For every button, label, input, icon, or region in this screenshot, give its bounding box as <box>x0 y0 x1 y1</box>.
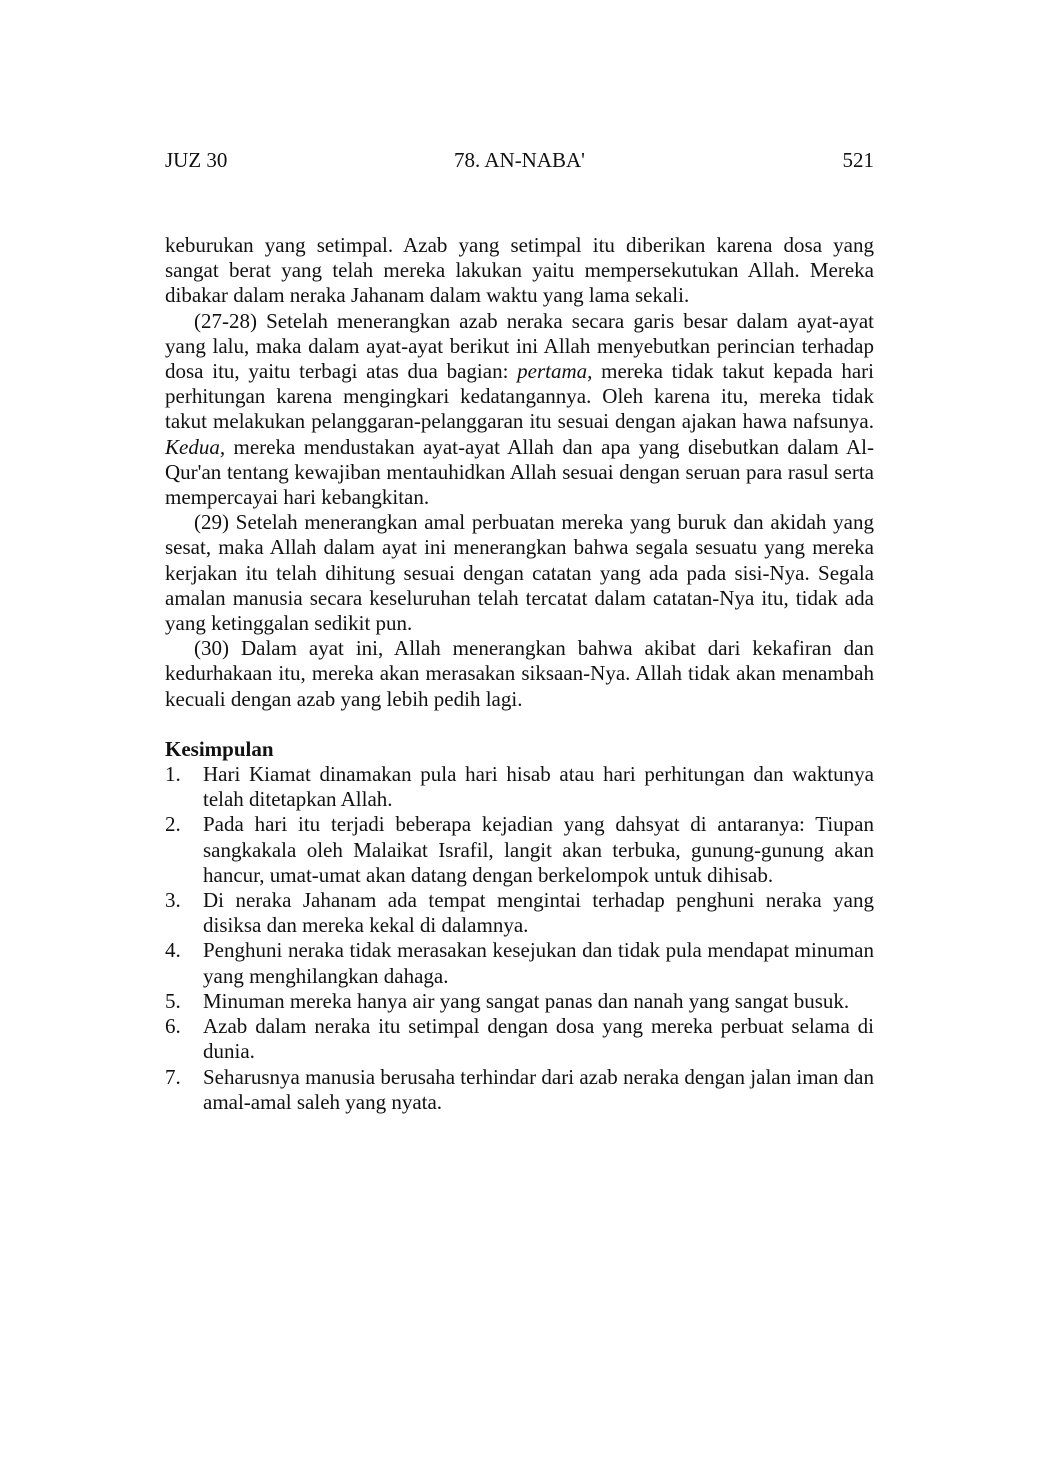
list-item-text: Pada hari itu terjadi beberapa kejadian yang dahsyat di antaranya: Tiupan sangkakala oleh Malaikat Israfil, langit akan terbuka, gunung-gunung akan hancur, umat-umat akan datang dengan berkelompok untuk dihisab. <box>203 812 874 887</box>
conclusion-heading: Kesimpulan <box>165 736 274 761</box>
juz-label: JUZ 30 <box>165 148 228 172</box>
paragraph-verses-27-28 <box>165 309 874 511</box>
list-item-number: 4. <box>165 938 181 963</box>
list-item <box>165 938 874 988</box>
running-header <box>165 146 874 174</box>
list-item-number: 5. <box>165 988 181 1013</box>
list-item-text: Hari Kiamat dinamakan pula hari hisab atau hari perhitungan dan waktunya telah ditetapkan Allah. <box>203 762 874 812</box>
list-item-text: Minuman mereka hanya air yang sangat panas dan nanah yang sangat busuk. <box>203 988 850 1013</box>
paragraph-verse-30: (30) Dalam ayat ini, Allah menerangkan bahwa akibat dari kekafiran dan kedurhakaan itu, mereka akan merasakan siksaan-Nya. Allah tidak akan menambah kecuali dengan azab yang lebih pedih lagi. <box>165 636 874 711</box>
list-item-number: 2. <box>165 812 181 837</box>
list-item-text: Di neraka Jahanam ada tempat mengintai terhadap penghuni neraka yang disiksa dan mereka kekal di dalamnya. <box>203 888 874 938</box>
conclusion-list <box>165 762 874 1115</box>
italic-term-pertama: pertama, <box>517 359 593 384</box>
list-item-number: 1. <box>165 762 181 787</box>
list-item-number: 3. <box>165 888 181 913</box>
surah-title: 78. AN-NABA' <box>454 148 585 172</box>
list-item <box>165 989 874 1014</box>
paragraph-verse-29: (29) Setelah menerangkan amal perbuatan mereka yang buruk dan akidah yang sesat, maka Allah dalam ayat ini menerangkan bahwa segala sesuatu yang mereka kerjakan itu telah dihitung sesuai dengan catatan yang ada pada sisi-Nya. Segala amalan manusia secara keseluruhan telah tercatat dalam catatan-Nya itu, tidak ada yang ketinggalan sedikit pun. <box>165 510 874 636</box>
list-item <box>165 1065 874 1115</box>
paragraph-text: mereka mendustakan ayat-ayat Allah dan apa yang disebutkan dalam Al-Qur'an tentang kewajiban mentauhidkan Allah sesuai dengan seruan para rasul serta mempercayai hari kebangkitan. <box>165 434 874 510</box>
list-item <box>165 1014 874 1064</box>
page-number: 521 <box>842 148 874 172</box>
paragraph-continuation: keburukan yang setimpal. Azab yang setimpal itu diberikan karena dosa yang sangat berat yang telah mereka lakukan yaitu mempersekutukan Allah. Mereka dibakar dalam neraka Jahanam dalam waktu yang lama sekali. <box>165 233 874 308</box>
list-item-number: 7. <box>165 1064 181 1089</box>
italic-term-kedua: Kedua, <box>165 434 226 459</box>
list-item-number: 6. <box>165 1014 181 1039</box>
list-item-text: Azab dalam neraka itu setimpal dengan dosa yang mereka perbuat selama di dunia. <box>203 1014 874 1064</box>
paragraph-text: (27-28) Setelah menerangkan azab neraka secara garis besar dalam ayat-ayat yang lalu, maka dalam ayat-ayat berikut ini Allah menyebutkan perincian terhadap dosa itu, yaitu terbagi atas dua bagian: <box>165 308 874 384</box>
list-item <box>165 812 874 888</box>
paragraph-text: mereka tidak takut kepada hari perhitungan karena mengingkari kedatangannya. Oleh karena itu, mereka tidak takut melakukan pelanggaran-pelanggaran itu sesuai dengan ajakan hawa nafsunya. <box>165 359 874 434</box>
page-body <box>165 233 874 1115</box>
list-item-text: Penghuni neraka tidak merasakan kesejukan dan tidak pula mendapat minuman yang menghilangkan dahaga. <box>203 938 874 988</box>
list-item-text: Seharusnya manusia berusaha terhindar dari azab neraka dengan jalan iman dan amal-amal saleh yang nyata. <box>203 1064 874 1114</box>
list-item <box>165 762 874 812</box>
list-item <box>165 888 874 938</box>
